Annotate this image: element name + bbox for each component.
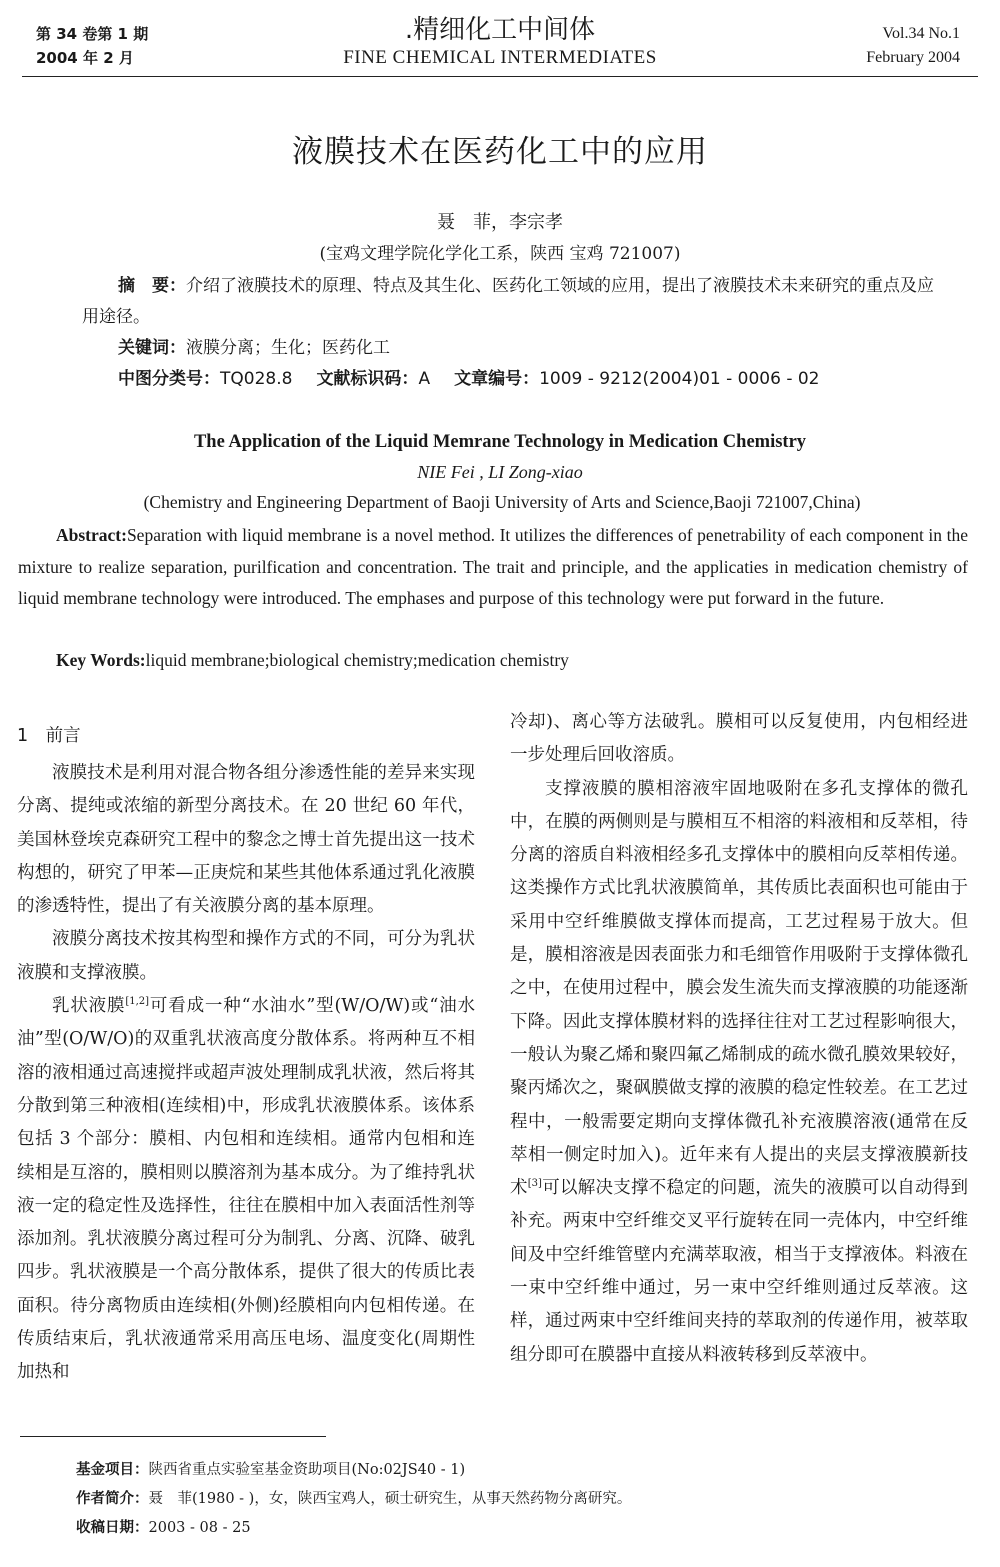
footnote-fund — [76, 1456, 631, 1485]
keywords-cn — [118, 333, 390, 364]
english-keywords-label: Key Words: — [56, 650, 146, 670]
keywords-cn-text: 液膜分离；生化；医药化工 — [186, 338, 390, 358]
footnote-author — [76, 1485, 631, 1514]
english-abstract — [18, 520, 968, 615]
footnote-received-label: 收稿日期： — [76, 1520, 149, 1536]
paragraph: 液膜分离技术按其构型和操作方式的不同，可分为乳状液膜和支撑液膜。 — [17, 929, 475, 983]
paragraph-text: 可以解决支撑不稳定的问题，流失的液膜可以自动得到补充。两束中空纤维交叉平行旋转在同一壳体内，中空纤维间及中空纤维管壁内充满萃取液，相当于支撑液体。料液在一束中空纤维中通过，另一束中空纤维则通过反萃液。这样，通过两束中空纤维间夹持的萃取剂的传递作用，被萃取组分即可在膜器中直接从料液转移到反萃液中。 — [510, 1178, 969, 1365]
volume-issue-en: Vol.34 No.1 — [882, 25, 960, 42]
journal-name-cn: .精细化工中间体 — [404, 15, 596, 45]
date-cn: 2004 年 2 月 — [36, 49, 134, 67]
english-abstract-text: Separation with liquid membrane is a novel method. It utilizes the differences of penetrability of each component in the mixture to realize separation, purilfication and concentration. The trait and principle, and the applicaties in medication chemistry of liquid membrane technology were introduced. The emphases and purpose of this technology were put forward in the future. — [18, 525, 968, 608]
footnote-received — [76, 1514, 631, 1543]
paper-title: 液膜技术在医药化工中的应用 — [292, 134, 708, 170]
volume-issue-cn: 第 34 卷第 1 期 — [36, 25, 149, 43]
paragraph-text: 乳状液膜 — [52, 996, 126, 1017]
abstract-cn-label: 摘 要： — [118, 276, 186, 296]
doc-code-value: A — [418, 369, 431, 389]
english-keywords-text: liquid membrane;biological chemistry;medication chemistry — [145, 650, 569, 670]
running-header-center — [260, 14, 740, 70]
footnote-received-text: 2003 - 08 - 25 — [148, 1520, 251, 1536]
english-affiliation: (Chemistry and Engineering Department of Baoji University of Arts and Science,Baoji 721007,China) — [143, 492, 861, 512]
citation-ref: [1,2] — [125, 996, 150, 1008]
date-en: February 2004 — [866, 49, 960, 66]
running-header-left — [36, 22, 148, 70]
abstract-cn — [82, 271, 942, 333]
footnotes — [76, 1456, 631, 1543]
article-number-label: 文章编号： — [454, 369, 540, 389]
affiliation: (宝鸡文理学院化学化工系，陕西 宝鸡 721007) — [319, 244, 681, 264]
keywords-cn-label: 关键词： — [118, 338, 186, 358]
paragraph — [17, 990, 475, 1390]
paragraph: 冷却)、离心等方法破乳。膜相可以反复使用，内包相经进一步处理后回收溶质。 — [510, 712, 968, 766]
journal-name-en: FINE CHEMICAL INTERMEDIATES — [343, 47, 657, 68]
footnote-author-text: 聂 菲(1980 - )，女，陕西宝鸡人，硕士研究生，从事天然药物分离研究。 — [148, 1491, 632, 1507]
footnote-fund-text: 陕西省重点实验室基金资助项目(No:02JS40 - 1) — [148, 1462, 466, 1478]
paragraph-text: 支撑液膜的膜相溶液牢固地吸附在多孔支撑体的微孔中，在膜的两侧则是与膜相互不相溶的料液相和反萃相，待分离的溶质自料液相经多孔支撑体中的膜相向反萃相传递。这类操作方式比乳状液膜简单，其传质比表面积也可能由于采用中空纤维膜做支撑体而提高，工艺过程易于放大。但是，膜相溶液是因表面张力和毛细管作用吸附于支撑体微孔之中，在使用过程中，膜会发生流失而支撑液膜的功能逐渐下降。因此支撑体膜材料的选择往往对工艺过程影响很大，一般认为聚乙烯和聚四氟乙烯制成的疏水微孔膜效果较好，聚丙烯次之，聚砜膜做支撑的液膜的稳定性较差。在工艺过程中，一般需要定期向支撑体微孔补充液膜溶液(通常在反萃相一侧定时加入)。近年来有人提出的夹层支撑液膜新技术 — [510, 778, 968, 1199]
doc-code-label: 文献标识码： — [316, 369, 419, 389]
english-abstract-label: Abstract: — [56, 525, 127, 545]
paragraph: 液膜技术是利用对混合物各组分渗透性能的差异来实现分离、提纯或浓缩的新型分离技术。在 20 世纪 60 年代，美国林登埃克森研究工程中的黎念之博士首先提出这一技术构想的，研究了甲苯—正庚烷和某些其他体系通过乳化液膜的渗透特性，提出了有关液膜分离的基本原理。 — [17, 763, 475, 917]
english-title: The Application of the Liquid Memrane Technology in Medication Chemistry — [193, 432, 807, 452]
paragraph — [510, 773, 968, 1372]
footnote-rule — [20, 1436, 326, 1437]
header-rule — [22, 76, 978, 77]
clc-label: 中图分类号： — [118, 369, 220, 389]
article-number-value: 1009 - 9212(2004)01 - 0006 - 02 — [539, 369, 820, 389]
english-keywords — [56, 646, 569, 674]
body-column-left — [17, 706, 475, 1390]
body-column-right — [510, 706, 968, 1372]
footnote-fund-label: 基金项目： — [76, 1462, 149, 1478]
english-authors: NIE Fei , LI Zong-xiao — [417, 462, 583, 482]
classification-line — [118, 364, 820, 395]
clc-value: TQ028.8 — [220, 369, 293, 389]
running-header-right — [866, 22, 960, 70]
citation-ref: [3] — [527, 1178, 542, 1190]
paragraph-text: 可看成一种“水油水”型(W/O/W)或“油水油”型(O/W/O)的双重乳状液高度分散体系。将两种互不相溶的液相通过高速搅拌或超声波处理制成乳状液，然后将其分散到第三种液相(连续相)中，形成乳状液膜体系。该体系包括 3 个部分：膜相、内包相和连续相。通常内包相和连续相是互溶的，膜相则以膜溶剂为基本成分。为了维持乳状液一定的稳定性及选择性，往往在膜相中加入表面活性剂等添加剂。乳状液膜分离过程可分为制乳、分离、沉降、破乳四步。乳状液膜是一个高分散体系，提供了很大的传质比表面积。待分离物质由连续相(外侧)经膜相向内包相传递。在传质结束后，乳状液通常采用高压电场、温度变化(周期性加热和 — [17, 996, 476, 1383]
footnote-author-label: 作者简介： — [76, 1491, 149, 1507]
section-heading: 1 前言 — [17, 726, 81, 746]
abstract-cn-text: 介绍了液膜技术的原理、特点及其生化、医药化工领域的应用，提出了液膜技术未来研究的重点及应用途径。 — [82, 276, 934, 327]
author-list: 聂 菲，李宗孝 — [437, 212, 563, 233]
